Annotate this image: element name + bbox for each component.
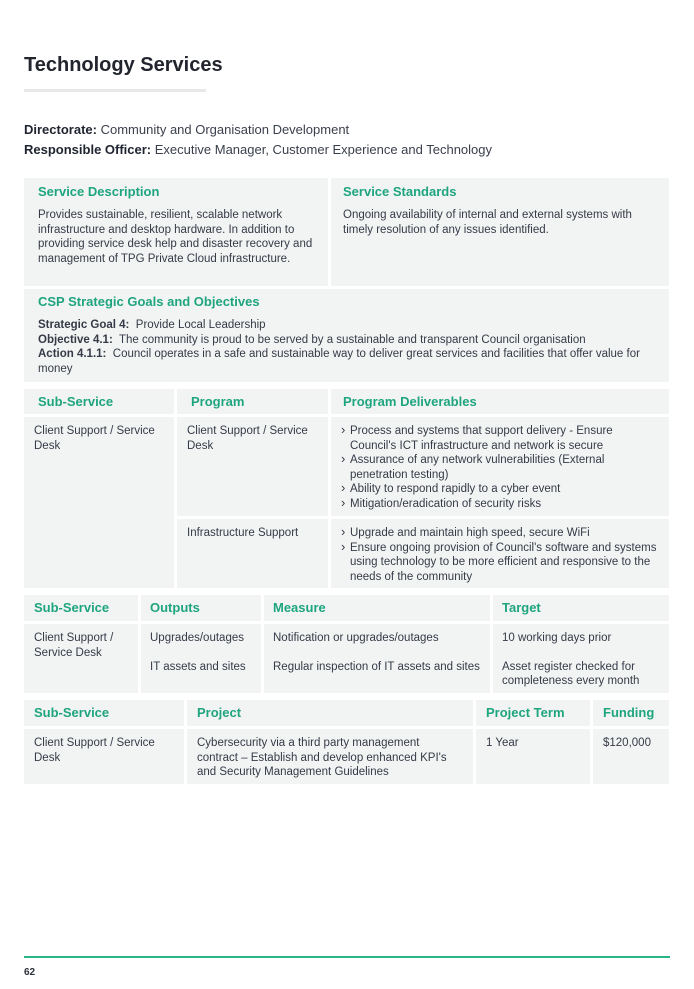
- footer-rule: [24, 956, 670, 958]
- target-row-1: 10 working days prior: [502, 632, 612, 644]
- service-description-text: Provides sustainable, resilient, scalable network infrastructure and desktop hardware. In addition to providing service desk help and disaster recovery and management of TPG Private Cloud infrastructure.: [38, 209, 313, 265]
- projects-subservice-cell: Client Support / Service Desk: [24, 729, 184, 784]
- directorate-value: Community and Organisation Development: [100, 122, 350, 137]
- program-cell-1: Client Support / Service Desk: [177, 417, 328, 516]
- deliverable-item: › Upgrade and maintain high speed, secure WiFi: [341, 526, 659, 541]
- projects-term-cell: 1 Year: [476, 729, 590, 784]
- objective-label: Objective 4.1:: [38, 333, 113, 346]
- target-row-2: Asset register checked for completeness every month: [502, 660, 640, 687]
- outputs-header-subservice: Sub-Service: [24, 595, 138, 621]
- target-cell: [493, 624, 669, 693]
- deliverables-list-1: [341, 424, 659, 511]
- deliverable-item: › Mitigation/eradication of security risks: [341, 497, 659, 512]
- deliverables-cell-1: [331, 417, 669, 516]
- page-number: 62: [24, 967, 36, 978]
- deliverables-cell-2: [331, 519, 669, 588]
- projects-header-project: Project: [187, 700, 473, 726]
- service-standards-text: Ongoing availability of internal and external systems with timely resolution of any issues identified.: [343, 209, 632, 236]
- action-label: Action 4.1.1:: [38, 348, 107, 360]
- projects-header-funding: Funding: [593, 700, 669, 726]
- officer-label: Responsible Officer:: [24, 142, 152, 157]
- output-row-2: IT assets and sites: [150, 660, 246, 673]
- action-text: Council operates in a safe and sustainable way to deliver great services and facilities that offer value for money: [38, 348, 640, 375]
- deliverable-item: › Ensure ongoing provision of Council's software and systems using technology to be more efficient and responsive to the needs of the community: [341, 541, 659, 585]
- page-title: Technology Services: [24, 54, 223, 76]
- service-standards-header: Service Standards: [343, 184, 457, 199]
- outputs-header-target: Target: [493, 595, 669, 621]
- measure-cell: [264, 624, 490, 693]
- projects-funding-cell: $120,000: [593, 729, 669, 784]
- projects-header-subservice: Sub-Service: [24, 700, 184, 726]
- csp-header: CSP Strategic Goals and Objectives: [38, 294, 260, 309]
- service-standards-box: [331, 178, 669, 286]
- projects-header-term: Project Term: [476, 700, 590, 726]
- programs-subservice-cell: Client Support / Service Desk: [24, 417, 174, 588]
- programs-header-subservice: Sub-Service: [24, 389, 174, 414]
- service-description-box: [24, 178, 328, 286]
- objective-text: The community is proud to be served by a sustainable and transparent Council organisation: [118, 333, 586, 346]
- strategic-goal-label: Strategic Goal 4:: [38, 319, 130, 331]
- officer-value: Executive Manager, Customer Experience and Technology: [154, 142, 492, 157]
- programs-header-program: Program: [177, 389, 328, 414]
- projects-project-cell: Cybersecurity via a third party management contract – Establish and develop enhanced KPI's and Security Management Guidelines: [187, 729, 473, 784]
- strategic-goal-line: [38, 318, 655, 333]
- outputs-cell: [141, 624, 261, 693]
- directorate-line: [24, 122, 349, 137]
- deliverable-item: › Process and systems that support delivery - Ensure Council's ICT infrastructure and network is secure: [341, 424, 659, 453]
- outputs-subservice-cell: Client Support / Service Desk: [24, 624, 138, 693]
- outputs-header-outputs: Outputs: [141, 595, 261, 621]
- outputs-header-measure: Measure: [264, 595, 490, 621]
- output-row-1: Upgrades/outages: [150, 632, 244, 644]
- action-line: [38, 347, 655, 376]
- programs-header-deliverables: Program Deliverables: [331, 389, 669, 414]
- title-underline: [24, 89, 206, 92]
- deliverable-item: › Ability to respond rapidly to a cyber event: [341, 482, 659, 497]
- csp-goals-box: [24, 289, 669, 382]
- strategic-goal-text: Provide Local Leadership: [135, 319, 266, 331]
- program-cell-2: Infrastructure Support: [177, 519, 328, 588]
- deliverable-item: › Assurance of any network vulnerabilities (External penetration testing): [341, 453, 659, 482]
- measure-row-1: Notification or upgrades/outages: [273, 632, 439, 644]
- deliverables-list-2: [341, 526, 659, 584]
- objective-line: [38, 333, 655, 348]
- service-description-header: Service Description: [38, 184, 160, 199]
- directorate-label: Directorate:: [24, 122, 97, 137]
- officer-line: [24, 142, 492, 157]
- measure-row-2: Regular inspection of IT assets and sites: [273, 660, 480, 673]
